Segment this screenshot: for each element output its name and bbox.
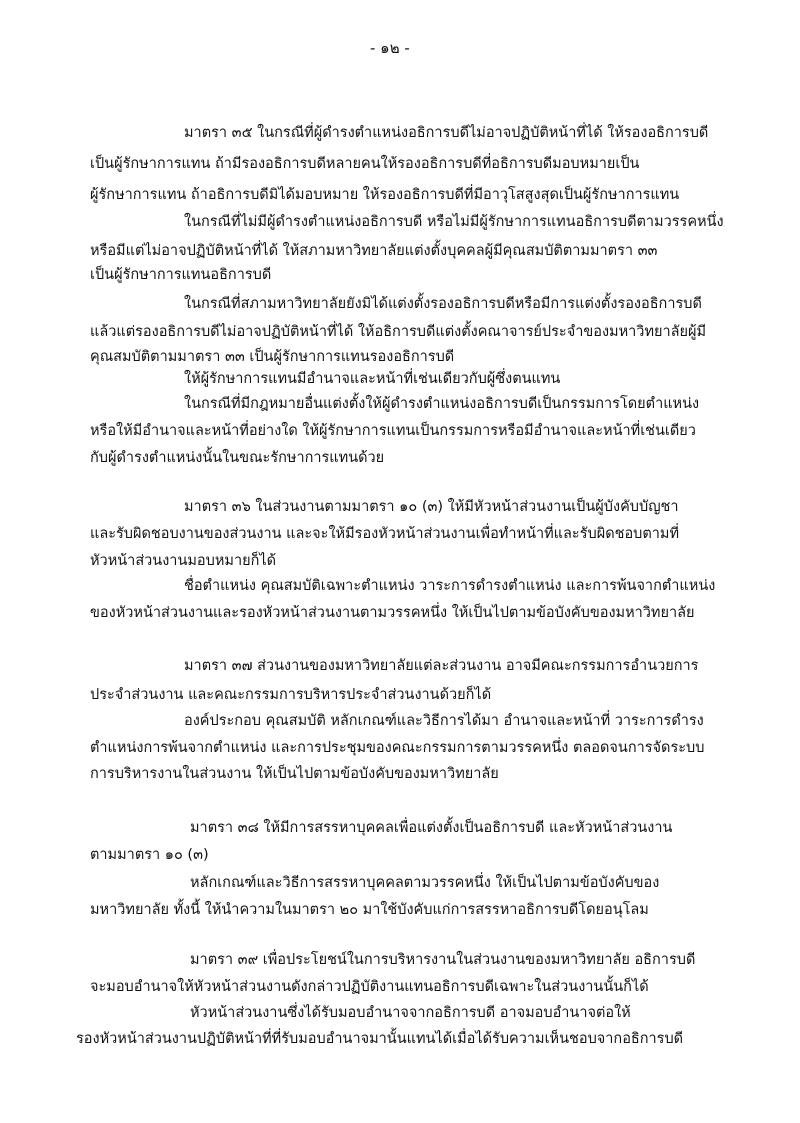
section-36-line-5: ของหัวหน้าส่วนงานและรองหัวหน้าส่วนงานตามวรรคหนึ่ง ให้เป็นไปตามข้อบังคับของมหาวิทยาลัย [90, 605, 695, 621]
section-38-line-1: มาตรา ๓๘ ให้มีการสรรหาบุคคลเพื่อแต่งตั้งเป็นอธิการบดี และหัวหน้าส่วนงาน [190, 820, 673, 836]
section-39-line-3: หัวหน้าส่วนงานซึ่งได้รับมอบอำนาจจากอธิการบดี อาจมอบอำนาจต่อให้ [190, 1005, 631, 1021]
section-35-line-10: ให้ผู้รักษาการแทนมีอำนาจและหน้าที่เช่นเดียวกับผู้ซึ่งตนแทน [184, 371, 561, 387]
section-39-line-4: รองหัวหน้าส่วนงานปฏิบัติหน้าที่ที่รับมอบอำนาจมานั้นแทนได้เมื่อได้รับความเห็นชอบจากอธิการบดี [76, 1031, 684, 1047]
section-35-line-11: ในกรณีที่มีกฎหมายอื่นแต่งตั้งให้ผู้ดำรงตำแหน่งอธิการบดีเป็นกรรมการโดยตำแหน่ง [184, 396, 700, 412]
section-35-line-4: ในกรณีที่ไม่มีผู้ดำรงตำแหน่งอธิการบดี หรือไม่มีผู้รักษาการแทนอธิการบดีตามวรรคหนึ่ง [184, 214, 724, 230]
section-37-line-3: องค์ประกอบ คุณสมบัติ หลักเกณฑ์และวิธีการได้มา อำนาจและหน้าที่ วาระการดำรง [184, 713, 704, 729]
section-37-line-4: ตำแหน่งการพ้นจากตำแหน่ง และการประชุมของคณะกรรมการตามวรรคหนึ่ง ตลอดจนการจัดระบบ [90, 740, 705, 756]
section-38-line-3: หลักเกณฑ์และวิธีการสรรหาบุคคลตามวรรคหนึ่ง ให้เป็นไปตามข้อบังคับของ [190, 875, 660, 891]
section-37-line-5: การบริหารงานในส่วนงาน ให้เป็นไปตามข้อบังคับของมหาวิทยาลัย [90, 766, 499, 782]
section-36-line-2: และรับผิดชอบงานของส่วนงาน และจะให้มีรองหัวหน้าส่วนงานเพื่อทำหน้าที่และรับผิดชอบตามที่ [90, 526, 680, 542]
section-35-line-5: หรือมีแต่ไม่อาจปฏิบัติหน้าที่ได้ ให้สภามหาวิทยาลัยแต่งตั้งบุคคลผู้มีคุณสมบัติตามมาตรา ๓๓ [90, 243, 658, 259]
section-35-line-12: หรือให้มีอำนาจและหน้าที่อย่างใด ให้ผู้รักษาการแทนเป็นกรรมการหรือมีอำนาจและหน้าที่เช่นเดียว [90, 423, 696, 439]
section-36-line-3: หัวหน้าส่วนงานมอบหมายก็ได้ [90, 553, 277, 569]
section-35-line-7: ในกรณีที่สภามหาวิทยาลัยยังมิได้แต่งตั้งรองอธิการบดีหรือมีการแต่งตั้งรองอธิการบดี [184, 296, 702, 312]
section-35-line-8: แล้วแต่รองอธิการบดีไม่อาจปฏิบัติหน้าที่ได้ ให้อธิการบดีแต่งตั้งคณาจารย์ประจำของมหาวิทยาลัยผู้มี [90, 324, 707, 340]
section-35-line-9: คุณสมบัติตามมาตรา ๓๓ เป็นผู้รักษาการแทนรองอธิการบดี [90, 349, 455, 365]
page-number: - ๑๒ - [370, 39, 410, 57]
section-35-line-6: เป็นผู้รักษาการแทนอธิการบดี [90, 267, 272, 283]
section-35-line-2: เป็นผู้รักษาการแทน ถ้ามีรองอธิการบดีหลายคนให้รองอธิการบดีที่อธิการบดีมอบหมายเป็น [90, 156, 640, 172]
section-37-line-2: ประจำส่วนงาน และคณะกรรมการบริหารประจำส่วนงานด้วยก็ได้ [90, 687, 492, 703]
section-36-line-1: มาตรา ๓๖ ในส่วนงานตามมาตรา ๑๐ (๓) ให้มีหัวหน้าส่วนงานเป็นผู้บังคับบัญชา [184, 499, 679, 515]
section-39-line-2: จะมอบอำนาจให้หัวหน้าส่วนงานดังกล่าวปฏิบัติงานแทนอธิการบดีเฉพาะในส่วนงานนั้นก็ได้ [90, 979, 649, 995]
section-36-line-4: ชื่อตำแหน่ง คุณสมบัติเฉพาะตำแหน่ง วาระการดำรงตำแหน่ง และการพ้นจากตำแหน่ง [184, 578, 716, 594]
section-35-line-1: มาตรา ๓๕ ในกรณีที่ผู้ดำรงตำแหน่งอธิการบดีไม่อาจปฏิบัติหน้าที่ได้ ให้รองอธิการบดี [184, 125, 709, 141]
section-38-line-4: มหาวิทยาลัย ทั้งนี้ ให้นำความในมาตรา ๒๐ มาใช้บังคับแก่การสรรหาอธิการบดีโดยอนุโลม [90, 902, 649, 918]
section-37-line-1: มาตรา ๓๗ ส่วนงานของมหาวิทยาลัยแต่ละส่วนงาน อาจมีคณะกรรมการอำนวยการ [184, 658, 699, 674]
section-35-line-3: ผู้รักษาการแทน ถ้าอธิการบดีมิได้มอบหมาย ให้รองอธิการบดีที่มีอาวุโสสูงสุดเป็นผู้รักษาการแทน [90, 187, 680, 203]
section-35-line-13: กับผู้ดำรงตำแหน่งนั้นในขณะรักษาการแทนด้วย [90, 450, 385, 466]
section-38-line-2: ตามมาตรา ๑๐ (๓) [90, 847, 209, 863]
section-39-line-1: มาตรา ๓๙ เพื่อประโยชน์ในการบริหารงานในส่วนงานของมหาวิทยาลัย อธิการบดี [190, 952, 696, 968]
